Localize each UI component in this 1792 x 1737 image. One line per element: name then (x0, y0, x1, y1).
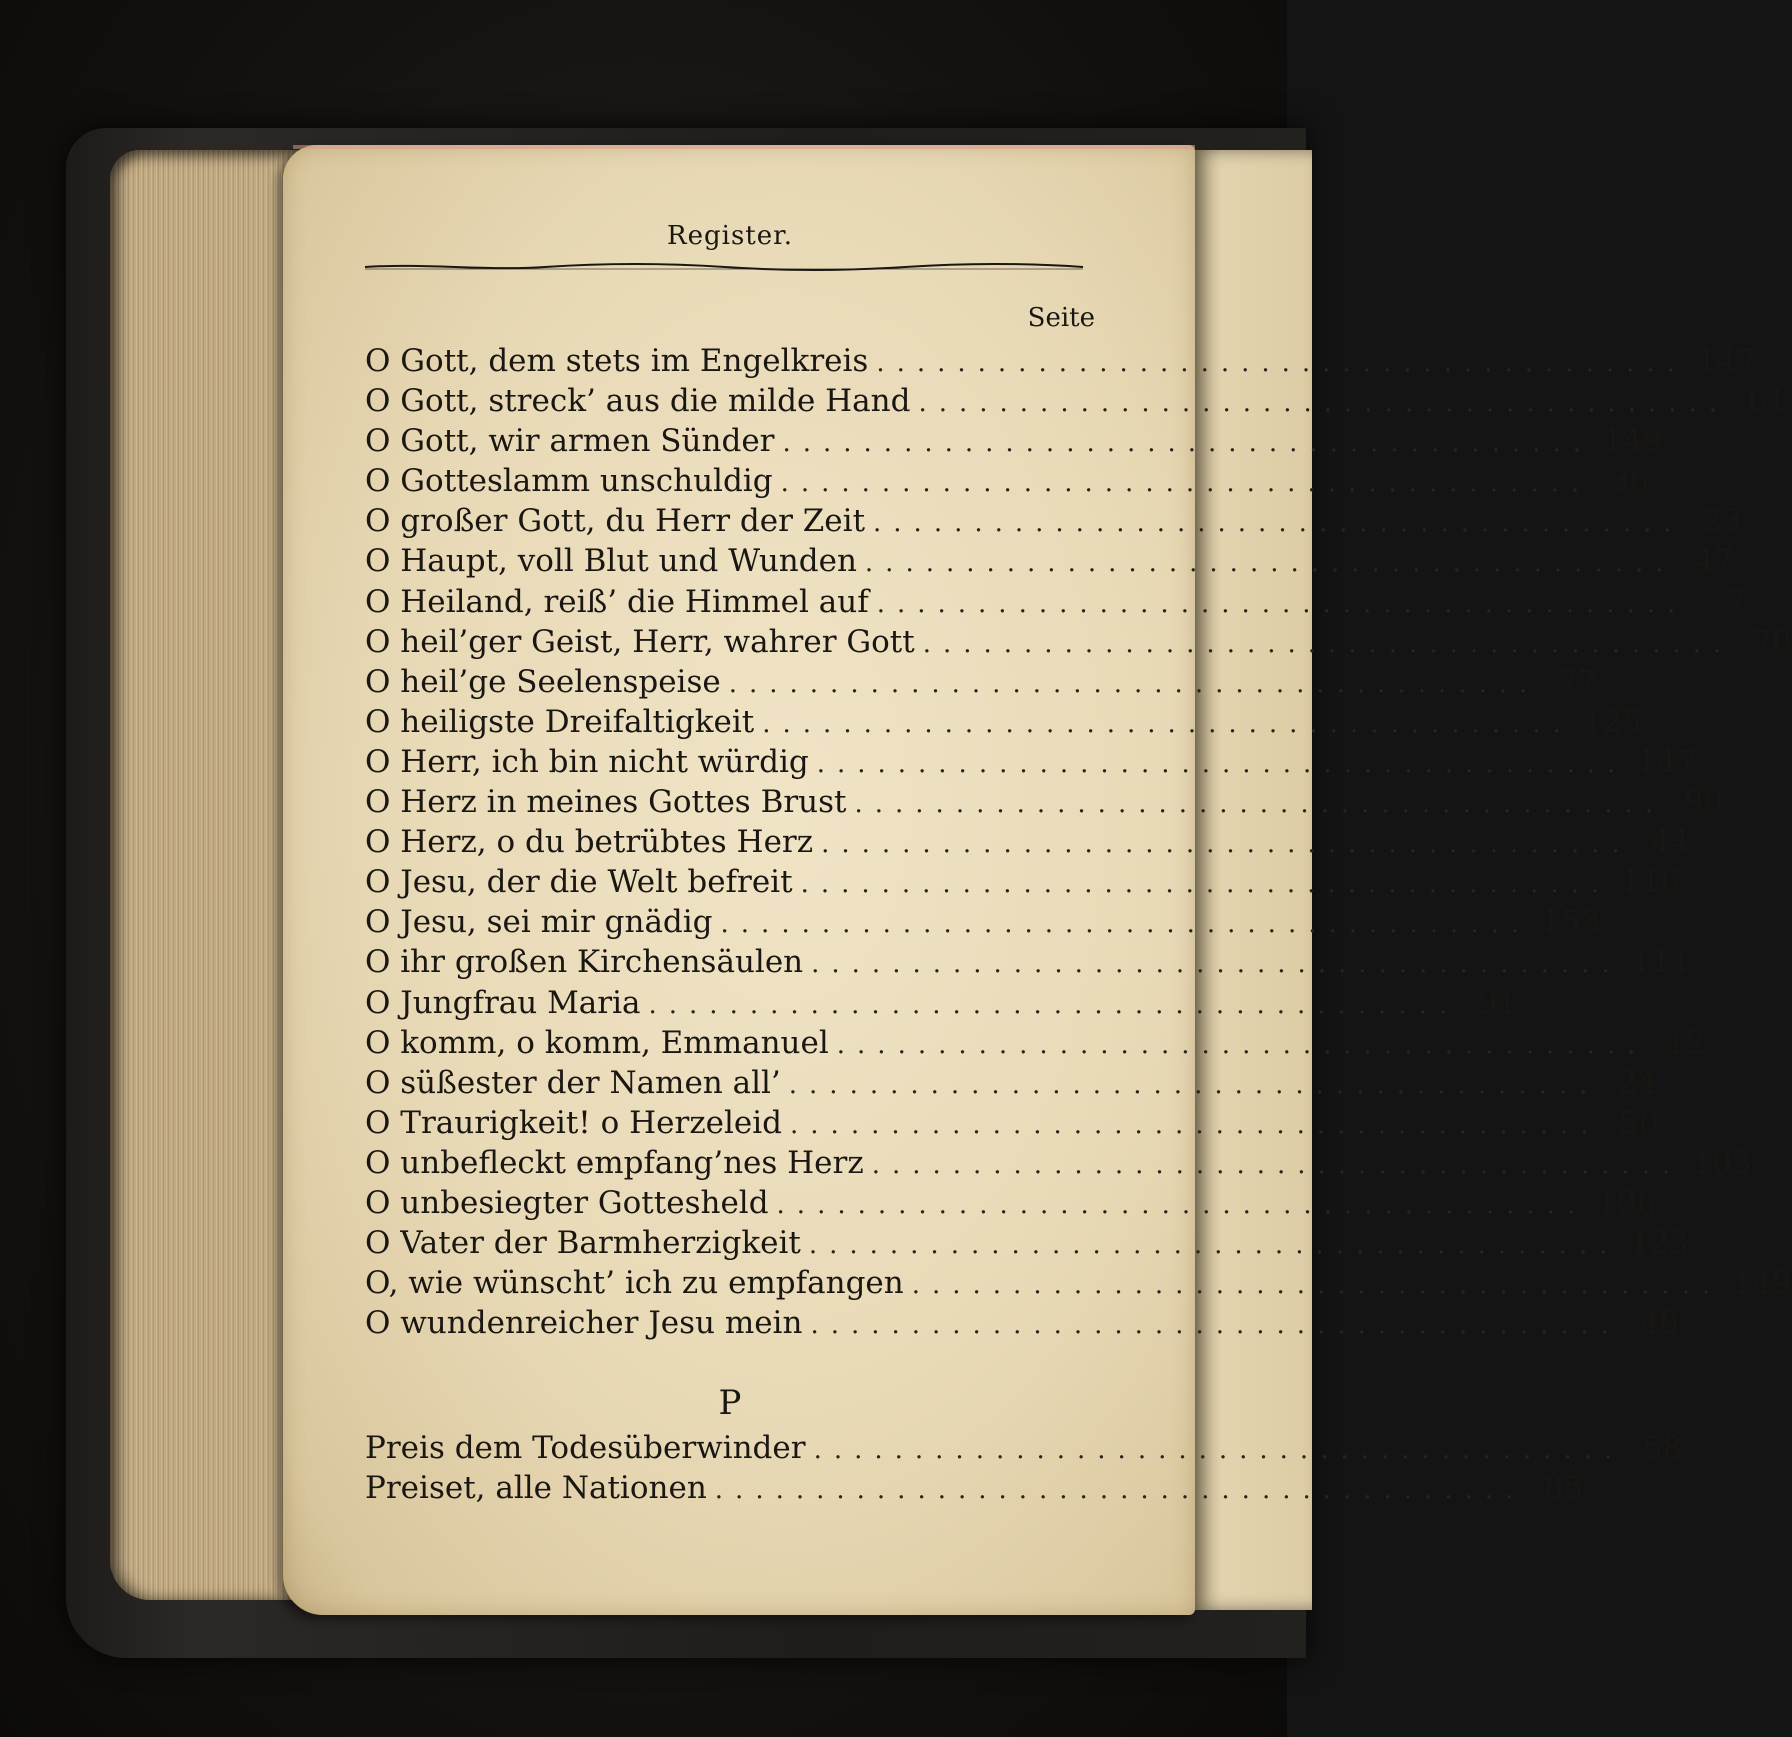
register-entry (365, 1223, 1689, 1263)
entry-title: O Jesu, der die Welt befreit (365, 864, 793, 901)
entry-page-number: 91 (1477, 984, 1518, 1021)
entry-title: O Vater der Barmherzigkeit (365, 1225, 801, 1262)
dot-leader: ........................................ (911, 1270, 1723, 1301)
entry-page-number: 70 (1751, 623, 1792, 660)
entry-title: O Gott, wir armen Sünder (365, 423, 775, 460)
entry-title: O Herr, ich bin nicht würdig (365, 743, 809, 780)
entry-title: O Haupt, voll Blut und Wunden (365, 543, 857, 580)
dot-leader: ........................................ (854, 789, 1666, 820)
entry-page-number: 116 (1621, 864, 1681, 901)
entry-title: O süßester der Namen all’ (365, 1064, 781, 1101)
register-entry (365, 942, 1691, 982)
register-entry (365, 1183, 1657, 1223)
entry-page-number: 147 (1637, 743, 1697, 780)
entry-title: O unbesiegter Gottesheld (365, 1184, 769, 1221)
section-letter: P (718, 1383, 742, 1423)
entry-page-number: 149 (1732, 1265, 1792, 1302)
dot-leader: ........................................ (873, 508, 1684, 539)
dot-leader: ........................................ (918, 388, 1730, 419)
register-entry (365, 662, 1598, 702)
dot-leader: ........................................ (816, 748, 1628, 779)
register-entry (365, 1143, 1752, 1183)
entry-title: O Heiland, reiß’ die Himmel auf (365, 583, 869, 620)
entry-title: O Herz, o du betrübtes Herz (365, 824, 814, 861)
entry-page-number: 50 (1619, 1104, 1659, 1141)
dot-leader: ........................................ (810, 1310, 1622, 1341)
dot-leader: ........................................ (821, 829, 1632, 860)
entry-list (365, 341, 1792, 1343)
register-entry (365, 1103, 1659, 1143)
dot-leader: ........................................ (720, 909, 1532, 940)
entry-page-number: 123 (1629, 1225, 1689, 1262)
entry-page-number: 7 (1725, 583, 1746, 620)
dot-leader: ........................................ (808, 1230, 1620, 1261)
register-entry (365, 862, 1681, 902)
register-entry (365, 1468, 1584, 1508)
entry-page-number: 12 (1665, 1024, 1706, 1061)
dot-leader: ........................................ (813, 1435, 1625, 1465)
dot-leader: ........................................ (864, 548, 1676, 579)
entry-title: Preis dem Todesüberwinder (365, 1430, 806, 1466)
entry-page-number: 58 (1642, 1430, 1683, 1466)
entry-title: O ihr großen Kirchensäulen (365, 944, 804, 981)
entry-title: O komm, o komm, Emmanuel (365, 1024, 829, 1061)
entry-title: Preiset, alle Nationen (365, 1470, 707, 1507)
running-head: Register. (667, 221, 793, 251)
entry-page-number: 61 (1747, 383, 1788, 420)
dot-leader: ........................................ (648, 989, 1460, 1020)
entry-title: O Gotteslamm unschuldig (365, 463, 773, 500)
dot-leader: ........................................ (876, 588, 1688, 619)
register-entry (365, 902, 1601, 942)
register-entry (365, 1263, 1792, 1303)
register-entry (365, 1428, 1683, 1468)
entry-page-number: 147 (1696, 343, 1757, 379)
entry-page-number: 47 (1694, 543, 1734, 580)
dot-leader: ........................................ (811, 949, 1622, 980)
header-rule (365, 261, 1083, 273)
register-entry (365, 1063, 1658, 1103)
book-page (283, 145, 1792, 1615)
section-entry-list (365, 1428, 1683, 1508)
dot-leader: ........................................ (788, 1069, 1600, 1100)
register-entry (365, 1303, 1680, 1343)
entry-page-number: 153 (1541, 904, 1601, 941)
register-entry (365, 501, 1742, 541)
dot-leader: ........................................ (836, 1029, 1648, 1060)
dot-leader: ........................................ (800, 869, 1612, 900)
register-entry (365, 381, 1788, 421)
dot-leader: ........................................ (728, 668, 1540, 699)
entry-title: O Gott, dem stets im Engelkreis (365, 343, 869, 379)
entry-page-number: 44 (1650, 824, 1690, 861)
entry-title: O heil’ge Seelenspeise (365, 663, 721, 700)
entry-page-number: 24 (1617, 1064, 1658, 1101)
entry-title: O heil’ger Geist, Herr, wahrer Gott (365, 623, 915, 660)
entry-page-number: 103 (1692, 1144, 1752, 1181)
entry-page-number: 85 (1543, 1470, 1584, 1507)
dot-leader: ........................................ (871, 1149, 1683, 1180)
entry-title: O Jungfrau Maria (365, 984, 641, 1021)
entry-page-number: 125 (1582, 703, 1643, 740)
entry-title: O heiligste Dreifaltigkeit (365, 703, 755, 740)
register-entry (365, 1023, 1706, 1063)
entry-title: O großer Gott, du Herr der Zeit (365, 503, 866, 540)
entry-page-number: 111 (1631, 944, 1691, 981)
dot-leader: ........................................ (776, 1189, 1588, 1220)
page-column-label: Seite (1027, 303, 1095, 333)
entry-title: O unbefleckt empfang’nes Herz (365, 1144, 864, 1181)
entry-page-number: 90 (1683, 784, 1724, 821)
dot-leader: ........................................ (790, 1109, 1601, 1140)
entry-title: O Jesu, sei mir gnädig (365, 904, 713, 941)
dot-leader: ........................................ (876, 348, 1687, 378)
entry-page-number: 40 (1639, 1305, 1680, 1342)
dot-leader: ........................................ (762, 708, 1573, 739)
register-entry (365, 822, 1690, 862)
entry-page-number: 36 (1609, 463, 1650, 500)
dot-leader: ........................................ (714, 1475, 1526, 1506)
register-entry (365, 983, 1518, 1023)
dot-leader: ........................................ (922, 628, 1734, 659)
register-entry (365, 421, 1663, 461)
entry-title: O, wie wünscht’ ich zu empfangen (365, 1265, 904, 1302)
entry-page-number: 23 (1702, 503, 1742, 540)
register-entry (365, 461, 1650, 501)
entry-page-number: 77 (1557, 663, 1598, 700)
register-entry (365, 541, 1734, 581)
register-entry (365, 742, 1697, 782)
register-entry (365, 622, 1792, 662)
entry-page-number: 106 (1597, 1184, 1657, 1221)
dot-leader: ........................................ (780, 468, 1592, 499)
entry-title: O Gott, streck’ aus die milde Hand (365, 383, 911, 420)
entry-title: O wundenreicher Jesu mein (365, 1305, 803, 1342)
register-entry (365, 702, 1643, 742)
entry-title: O Traurigkeit! o Herzeleid (365, 1104, 783, 1141)
dot-leader: ........................................ (782, 428, 1594, 459)
entry-page-number: 149 (1603, 423, 1663, 460)
register-entry (365, 341, 1757, 381)
register-entry (365, 582, 1746, 622)
entry-title: O Herz in meines Gottes Brust (365, 784, 847, 821)
register-entry (365, 782, 1724, 822)
